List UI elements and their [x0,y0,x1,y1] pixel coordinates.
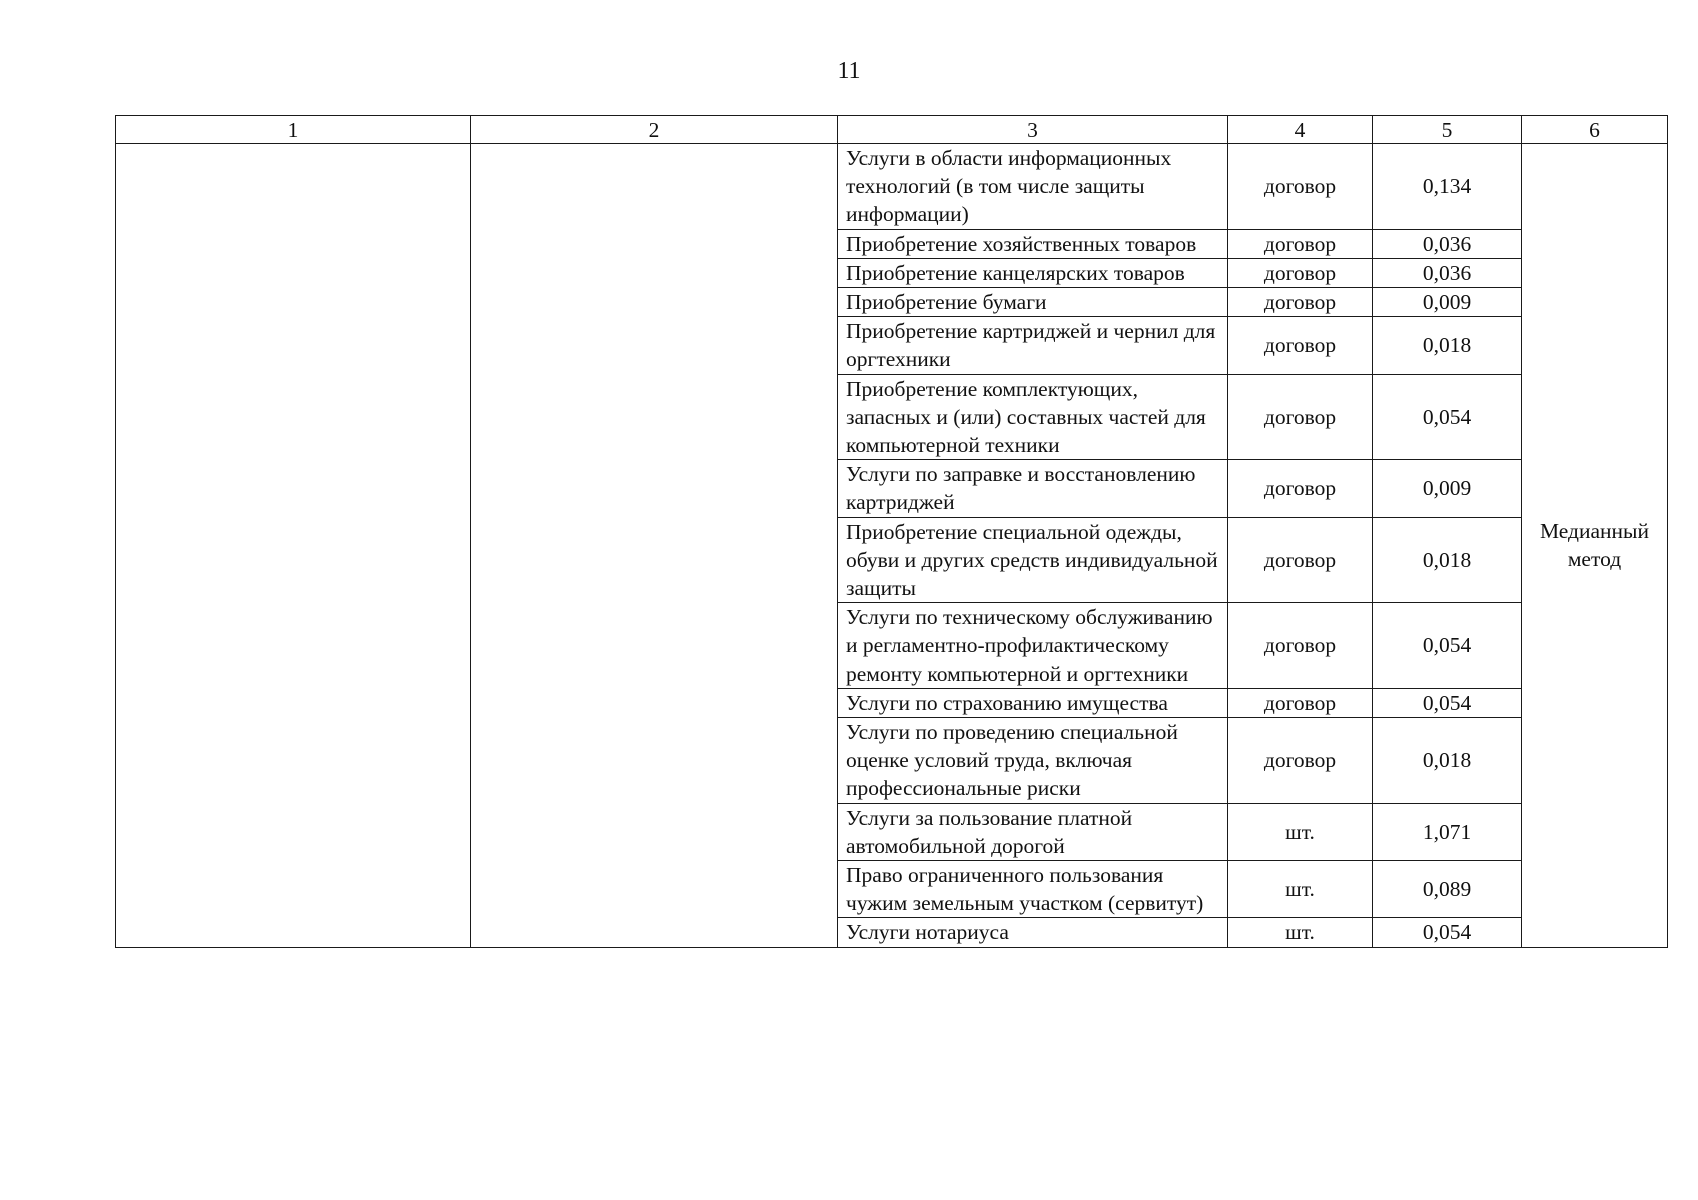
item-unit: договор [1228,288,1373,317]
item-value: 0,009 [1373,460,1522,517]
item-name: Приобретение хозяйственных товаров [838,229,1228,258]
item-name: Услуги по проведению специальной оценке условий труда, включая профессиональные риски [838,718,1228,804]
item-value: 0,089 [1373,861,1522,918]
item-value: 0,134 [1373,144,1522,230]
item-name: Приобретение канцелярских товаров [838,258,1228,287]
item-value: 0,018 [1373,517,1522,603]
item-value: 1,071 [1373,803,1522,860]
cost-table [115,115,1668,948]
item-unit: договор [1228,229,1373,258]
table-row [116,144,1668,230]
item-unit: договор [1228,317,1373,374]
item-unit: договор [1228,718,1373,804]
item-name: Приобретение комплектующих, запасных и (или) составных частей для компьютерной техники [838,374,1228,460]
item-unit: договор [1228,517,1373,603]
item-value: 0,009 [1373,288,1522,317]
page-number: 11 [837,58,861,84]
item-unit: шт. [1228,803,1373,860]
item-value: 0,036 [1373,258,1522,287]
item-name: Услуги по техническому обслуживанию и регламентно-профилактическому ремонту компьютерной и оргтехники [838,603,1228,689]
item-name: Услуги нотариуса [838,918,1228,947]
column-2-cell [471,144,838,948]
item-value: 0,018 [1373,718,1522,804]
item-value: 0,054 [1373,374,1522,460]
item-unit: договор [1228,258,1373,287]
item-name: Приобретение бумаги [838,288,1228,317]
item-name: Услуги по страхованию имущества [838,688,1228,717]
item-name: Право ограниченного пользования чужим земельным участком (сервитут) [838,861,1228,918]
item-value: 0,054 [1373,603,1522,689]
column-header-3: 3 [838,116,1228,144]
column-1-cell [116,144,471,948]
item-name: Приобретение специальной одежды, обуви и других средств индивидуальной защиты [838,517,1228,603]
item-name: Приобретение картриджей и чернил для оргтехники [838,317,1228,374]
item-unit: шт. [1228,918,1373,947]
column-header-1: 1 [116,116,471,144]
item-value: 0,036 [1373,229,1522,258]
item-unit: договор [1228,460,1373,517]
item-value: 0,054 [1373,918,1522,947]
column-header-2: 2 [471,116,838,144]
item-unit: договор [1228,688,1373,717]
method-cell: Медианный метод [1522,144,1668,948]
header-row [116,116,1668,144]
column-header-5: 5 [1373,116,1522,144]
column-header-6: 6 [1522,116,1668,144]
item-unit: договор [1228,374,1373,460]
item-unit: договор [1228,144,1373,230]
item-unit: шт. [1228,861,1373,918]
column-header-4: 4 [1228,116,1373,144]
item-unit: договор [1228,603,1373,689]
item-name: Услуги по заправке и восстановлению картриджей [838,460,1228,517]
item-name: Услуги в области информационных технологий (в том числе защиты информации) [838,144,1228,230]
item-value: 0,018 [1373,317,1522,374]
item-value: 0,054 [1373,688,1522,717]
item-name: Услуги за пользование платной автомобильной дорогой [838,803,1228,860]
